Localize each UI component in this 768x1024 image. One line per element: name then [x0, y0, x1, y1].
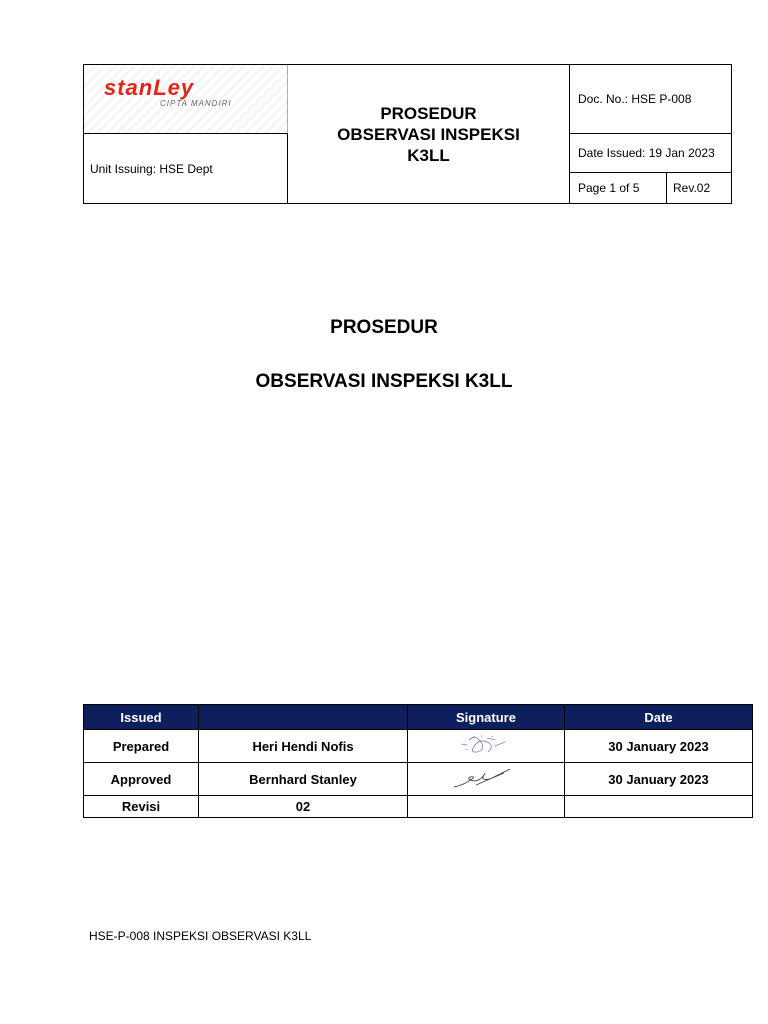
date-cell — [565, 796, 753, 818]
date-cell: 30 January 2023 — [565, 763, 753, 796]
document-header — [83, 64, 732, 204]
table-row — [84, 763, 753, 796]
name-cell: Heri Hendi Nofis — [199, 730, 408, 763]
signature-cell — [408, 796, 565, 818]
signature-cell — [408, 730, 565, 763]
revision: Rev.02 — [667, 173, 732, 204]
header-issued: Issued — [84, 705, 199, 730]
role-cell: Prepared — [84, 730, 199, 763]
date-issued: Date Issued: 19 Jan 2023 — [570, 134, 732, 173]
header-title-line-3: K3LL — [407, 145, 450, 165]
page-subtitle: OBSERVASI INSPEKSI K3LL — [255, 371, 513, 392]
name-cell: 02 — [199, 796, 408, 818]
signature-image — [451, 732, 521, 758]
header-title-line-2: OBSERVASI INSPEKSI — [337, 124, 520, 144]
header-name — [199, 705, 408, 730]
name-cell: Bernhard Stanley — [199, 763, 408, 796]
footer-text: HSE-P-008 INSPEKSI OBSERVASI K3LL — [89, 929, 312, 943]
date-cell: 30 January 2023 — [565, 730, 753, 763]
page-title: PROSEDUR — [330, 317, 438, 338]
company-logo — [104, 77, 232, 109]
logo-tagline: CIPTA MANDIRI — [160, 99, 232, 108]
doc-number: Doc. No.: HSE P-008 — [570, 65, 732, 134]
table-row — [84, 730, 753, 763]
header-title — [288, 65, 570, 204]
approval-table — [83, 704, 753, 818]
header-date: Date — [565, 705, 753, 730]
header-title-line-1: PROSEDUR — [380, 103, 477, 123]
role-cell: Revisi — [84, 796, 199, 818]
signature-cell — [408, 763, 565, 796]
header-signature: Signature — [408, 705, 565, 730]
approval-header-row — [84, 705, 753, 730]
role-cell: Approved — [84, 763, 199, 796]
signature-image — [446, 765, 526, 791]
unit-issuing: Unit Issuing: HSE Dept — [84, 134, 288, 204]
page-number: Page 1 of 5 — [570, 173, 667, 204]
table-row — [84, 796, 753, 818]
logo-cell — [84, 65, 288, 134]
logo-brand: stanLey — [104, 75, 195, 100]
